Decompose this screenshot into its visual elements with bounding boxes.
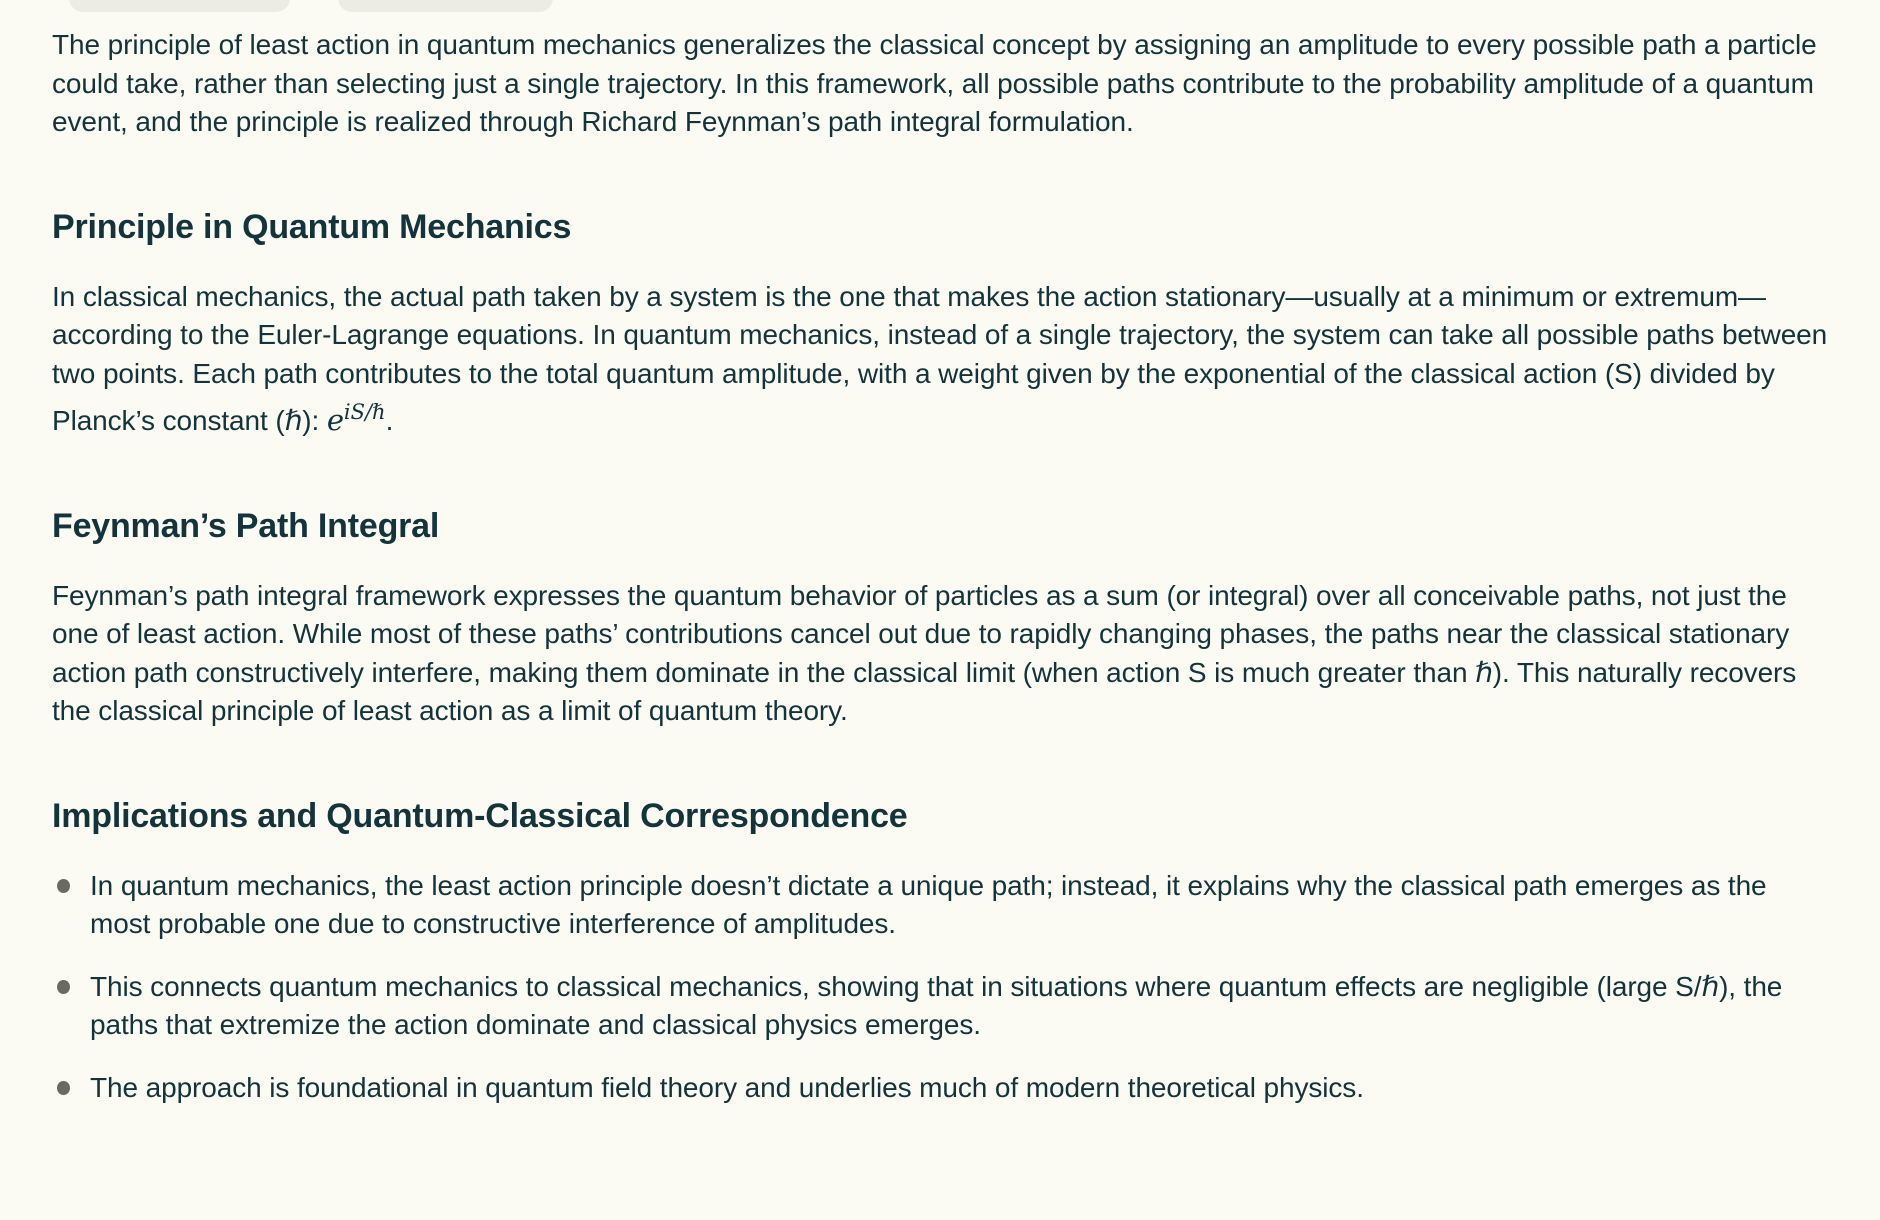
math-exponent: iS/ℏ <box>343 400 386 424</box>
bullet-item <box>52 867 1834 944</box>
bullet-dot-icon <box>57 879 70 893</box>
section-paragraph-principle-text: In classical mechanics, the actual path taken by a system is the one that makes the action stationary—usually at a minimum or extremum—according to the Euler-Lagrange equations. In quantum mechanics, instead of a single trajectory, the system can take all possible paths between two points. Each path contributes to the total quantum amplitude, with a weight given by the exponential of the classical action (S) divided by Planck’s constant (ℏ): <box>52 280 1828 436</box>
implications-bullet-list <box>52 867 1834 1108</box>
bullet-item-text: In quantum mechanics, the least action principle doesn’t dictate a unique path; instead, it explains why the classical path emerges as the most probable one due to constructive interference of amplitudes. <box>90 869 1767 939</box>
heading-feynmans-path-integral: Feynman’s Path Integral <box>52 506 440 545</box>
inline-math-formula <box>326 400 386 437</box>
answer-content <box>52 0 1834 1107</box>
bullet-dot-icon <box>57 980 70 994</box>
bullet-item-text: The approach is foundational in quantum field theory and underlies much of modern theoretical physics. <box>90 1071 1364 1103</box>
bullet-dot-icon <box>57 1081 70 1095</box>
bullet-item <box>52 968 1834 1045</box>
section-paragraph-principle <box>52 278 1834 441</box>
bullet-item <box>52 1069 1834 1108</box>
heading-principle-in-quantum-mechanics: Principle in Quantum Mechanics <box>52 207 572 246</box>
math-base: e <box>326 403 344 437</box>
intro-paragraph: The principle of least action in quantum mechanics generalizes the classical concept by assigning an amplitude to every possible path a particle could take, rather than selecting just a single trajectory. In this framework, all possible paths contribute to the probability amplitude of a quantum event, and the principle is realized through Richard Feynman’s path integral formulation. <box>52 29 1817 137</box>
heading-implications: Implications and Quantum-Classical Correspondence <box>52 796 908 835</box>
section-paragraph-path-integral: Feynman’s path integral framework expresses the quantum behavior of particles as a sum (or integral) over all conceivable paths, not just the one of least action. While most of these paths’ contributions cancel out due to rapidly changing phases, the paths near the classical stationary action path constructively interfere, making them dominate in the classical limit (when action S is much greater than ℏ). This naturally recovers the classical principle of least action as a limit of quantum theory. <box>52 579 1797 726</box>
formula-suffix: . <box>385 405 394 436</box>
bullet-item-text: This connects quantum mechanics to classical mechanics, showing that in situations where quantum effects are negligible (large S/ℏ), the paths that extremize the action dominate and classical physics emerges. <box>90 970 1783 1040</box>
